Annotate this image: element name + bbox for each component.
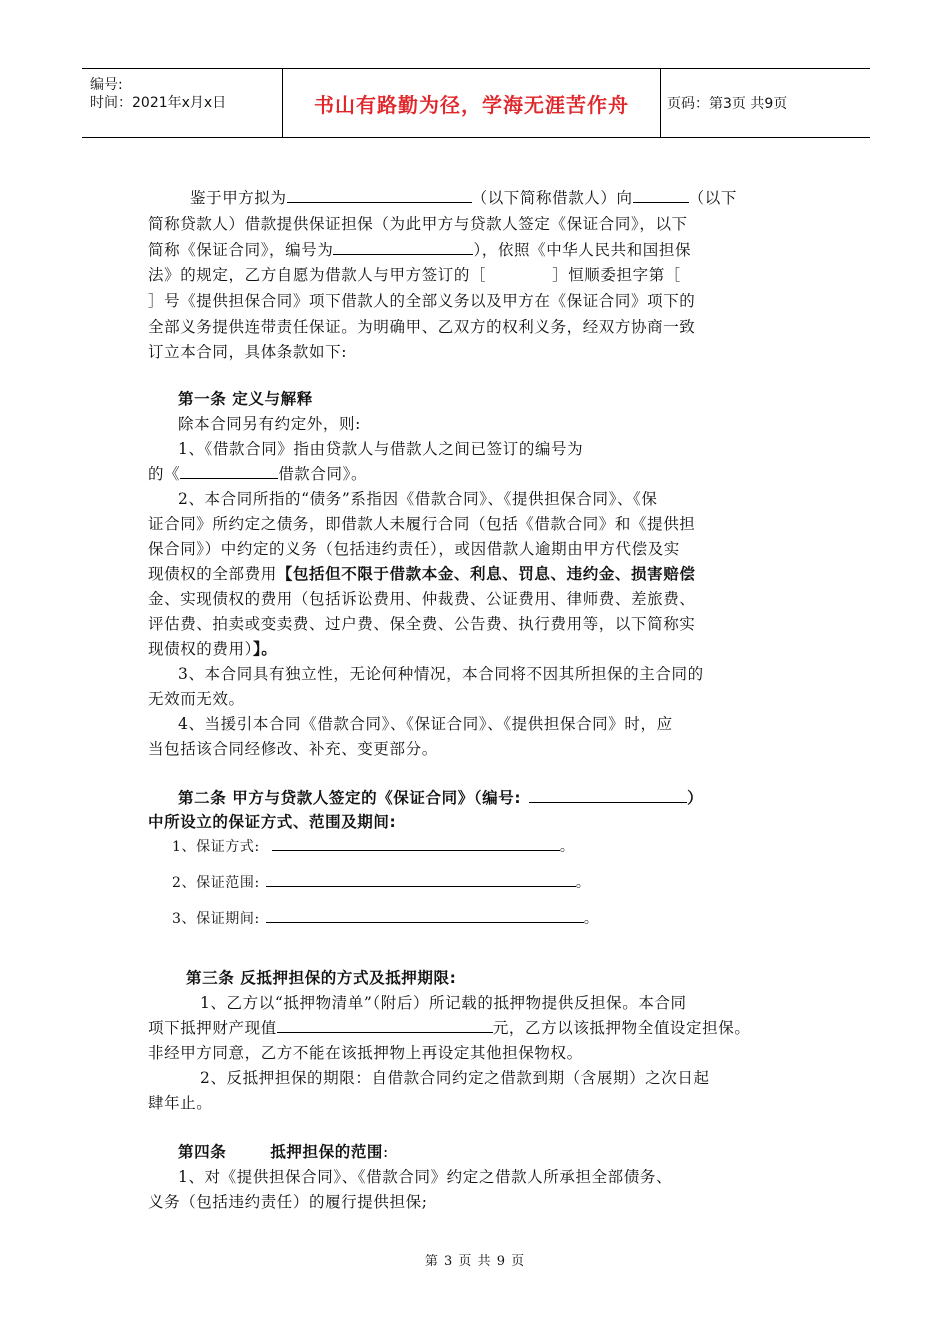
- text: 】。: [252, 640, 278, 658]
- blank: [272, 836, 560, 851]
- paragraph-line: 1、对《提供担保合同》、《借款合同》约定之借款人所承担全部债务、: [178, 1168, 673, 1186]
- text: 项下抵押财产现值: [148, 1019, 277, 1037]
- text: 现债权的费用）: [148, 640, 253, 658]
- page-footer: 第 3 页 共 9 页: [424, 1254, 526, 1269]
- paragraph-line: [148, 1016, 750, 1038]
- paragraph-line: 1、《借款合同》指由贷款人与借款人之间已签订的编号为: [178, 440, 584, 458]
- guarantee-scope: [172, 872, 590, 892]
- paragraph-line: 2、反抵押担保的期限：自借款合同约定之借款到期（含展期）之次日起: [200, 1069, 710, 1087]
- article-1-title: 第一条 定义与解释: [178, 390, 313, 408]
- article-4-title: [178, 1140, 389, 1162]
- text: 。: [559, 839, 575, 855]
- paragraph-line: 保合同》）中约定的义务（包括违约责任），或因借款人逾期由甲方代偿及实: [148, 540, 680, 558]
- text: 简称《保证合同》，编号为: [148, 241, 334, 259]
- intro-line: ］号《提供担保合同》项下借款人的全部义务以及甲方在《保证合同》项下的: [148, 292, 696, 310]
- text: ］恒顺委担字第［: [552, 266, 681, 284]
- label: 1、保证方式:: [172, 839, 260, 855]
- guarantee-method: [172, 836, 574, 856]
- text: 。: [575, 875, 591, 891]
- blank: [287, 188, 472, 203]
- paragraph-line: 非经甲方同意，乙方不能在该抵押物上再设定其他担保物权。: [148, 1044, 583, 1062]
- paragraph-line: 无效而无效。: [148, 690, 245, 708]
- motto: 书山有路勤为径，学海无涯苦作舟: [283, 69, 661, 137]
- label: 2、保证范围:: [172, 875, 260, 891]
- header-meta-cell: [82, 69, 283, 137]
- text: 鉴于甲方拟为: [190, 189, 287, 207]
- page-header: [82, 68, 870, 138]
- paragraph-line: 评估费、拍卖或变卖费、过户费、保全费、公告费、执行费用等，以下简称实: [148, 615, 696, 633]
- text: 。: [583, 911, 599, 927]
- intro-line: 简称贷款人）借款提供保证担保（为此甲方与贷款人签定《保证合同》，以下: [148, 215, 688, 233]
- paragraph-line: 义务（包括违约责任）的履行提供担保;: [148, 1193, 428, 1211]
- paragraph-line: [148, 462, 367, 484]
- paragraph-line: 证合同》所约定之债务，即借款人未履行合同（包括《借款合同》和《提供担: [148, 515, 696, 533]
- article-2-title: [178, 786, 703, 808]
- paragraph-line: 1、乙方以“抵押物清单”（附后）所记载的抵押物提供反担保。本合同: [200, 994, 687, 1012]
- blank: [180, 464, 278, 479]
- blank: [633, 188, 689, 203]
- paragraph-line: 肆年止。: [148, 1094, 213, 1112]
- intro-line: [148, 263, 681, 285]
- paragraph-line: [148, 637, 277, 659]
- text: ），依照《中华人民共和国担保: [473, 241, 692, 259]
- text: 现债权的全部费用: [148, 565, 277, 583]
- intro-line: [148, 238, 691, 260]
- paragraph-line: 4、当援引本合同《借款合同》、《保证合同》、《提供担保合同》时，应: [178, 715, 673, 733]
- paragraph-line: 金、实现债权的费用（包括诉讼费用、仲裁费、公证费用、律师费、差旅费、: [148, 590, 696, 608]
- date-label: 时间：2021年x月x日: [90, 95, 227, 111]
- text: 【包括但不限于借款本金、利息、罚息、违约金、损害赔偿: [276, 565, 696, 583]
- intro-line: 订立本合同，具体条款如下:: [148, 343, 348, 361]
- blank: [529, 788, 687, 803]
- text: （以下: [688, 189, 737, 207]
- text: 借款合同》。: [278, 465, 368, 483]
- paragraph-line: 除本合同另有约定外，则:: [178, 415, 361, 433]
- paragraph-line: [148, 562, 695, 584]
- intro-line: 全部义务提供连带责任保证。为明确甲、乙双方的权利义务，经双方协商一致: [148, 318, 696, 336]
- blank: [266, 872, 576, 887]
- paragraph-line: 3、本合同具有独立性，无论何种情况，本合同将不因其所担保的主合同的: [178, 665, 704, 683]
- text: ）: [687, 789, 704, 807]
- number-label: 编号:: [90, 77, 123, 93]
- blank: [333, 240, 473, 255]
- text: :: [383, 1143, 389, 1161]
- text: 元，乙方以该抵押物全值设定担保。: [492, 1019, 751, 1037]
- header-page-label: 页码：第3页 共9页: [667, 96, 788, 112]
- text: 抵押担保的范围: [270, 1143, 384, 1161]
- text: 第二条 甲方与贷款人签定的《保证合同》（编号:: [178, 789, 522, 807]
- label: 3、保证期间:: [172, 911, 260, 927]
- paragraph-line: 2、本合同所指的“债务”系指因《借款合同》、《提供担保合同》、《保: [178, 490, 658, 508]
- blank: [277, 1018, 493, 1033]
- blank: [266, 908, 584, 923]
- guarantee-period: [172, 908, 598, 928]
- intro-line: [190, 186, 737, 208]
- article-3-title: 第三条 反抵押担保的方式及抵押期限:: [186, 969, 457, 987]
- paragraph-line: 当包括该合同经修改、补充、变更部分。: [148, 740, 438, 758]
- article-2-title-cont: 中所设立的保证方式、范围及期间:: [148, 813, 397, 831]
- text: 的《: [148, 465, 181, 483]
- text: （以下简称借款人）向: [471, 189, 633, 207]
- text: 第四条: [178, 1143, 227, 1161]
- text: 法》的规定，乙方自愿为借款人与甲方签订的［: [148, 266, 487, 284]
